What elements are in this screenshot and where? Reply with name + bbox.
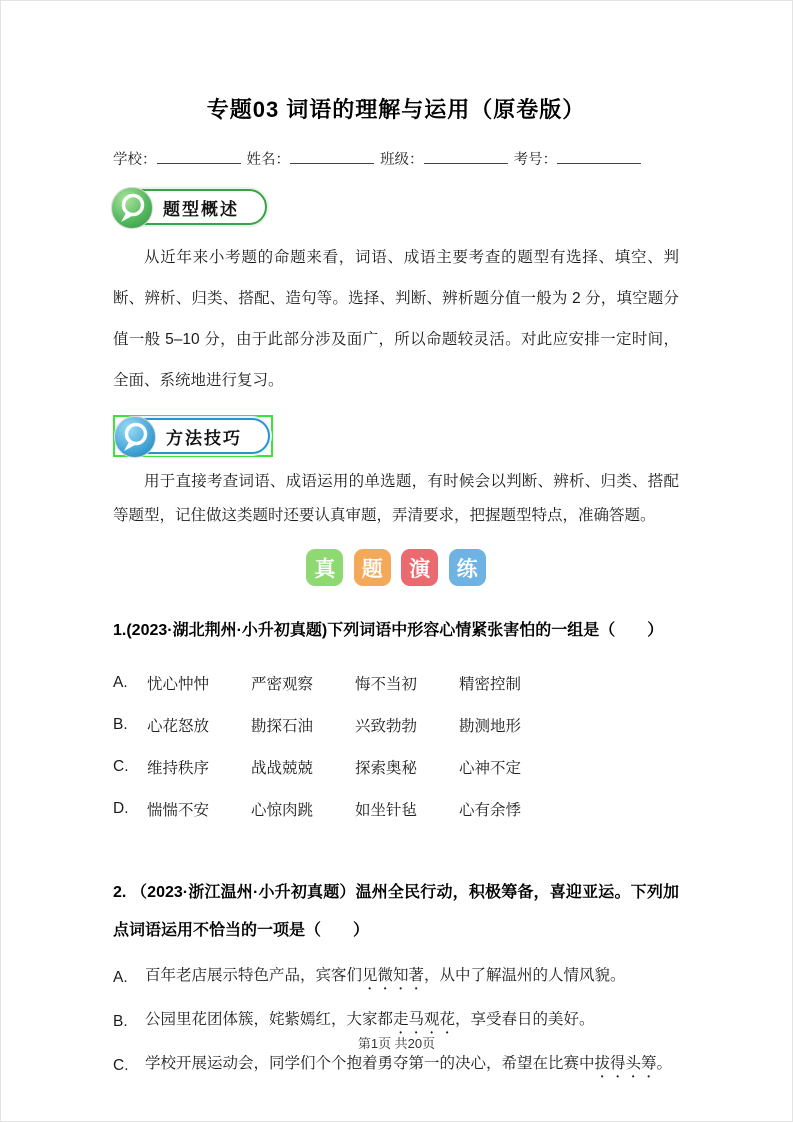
option-word: 严密观察 xyxy=(251,676,314,693)
name-blank-line xyxy=(290,150,374,164)
overview-badge-label: 题型概述 xyxy=(163,199,239,219)
option-row-b xyxy=(113,704,679,746)
option-word: 探索奥秘 xyxy=(355,760,418,777)
option-line-a xyxy=(113,956,679,1000)
option-letter: B. xyxy=(113,716,128,733)
option-letter: B. xyxy=(113,1013,128,1030)
question-2-number: 2. xyxy=(113,884,127,901)
question-1-number: 1. xyxy=(113,622,127,639)
page-title: 专题03 词语的理解与运用（原卷版） xyxy=(206,97,586,122)
emphasized-idiom: 拔得头筹 xyxy=(594,1055,657,1072)
option-word: 战战兢兢 xyxy=(251,760,314,777)
option-text: 公园里花团体簇，姹紫嫣红，大家都走马观花，享受春日的美好。 xyxy=(145,1011,595,1028)
emphasized-idiom: 走马观花 xyxy=(393,1011,456,1028)
overview-badge xyxy=(113,189,267,225)
exam-number-blank-line xyxy=(557,150,641,164)
method-badge-label: 方法技巧 xyxy=(166,428,242,448)
magnifier-bubble-icon xyxy=(114,416,156,458)
overview-paragraph: 从近年来小考题的命题来看，词语、成语主要考查的题型有选择、填空、判断、辨析、归类、搭配、造句等。选择、判断、辨析题分值一般为 2 分，填空题分值一般 5–10 分，由于此部分涉及面广，所以命题较灵活。对此应安排一定时间，全面、系统地进行复习。 xyxy=(113,249,679,389)
class-label: 班级： xyxy=(380,152,424,168)
question-1-stem: 1.(2023·湖北荆州·小升初真题)下列词语中形容心情紧张害怕的一组是（ ） xyxy=(113,622,664,639)
practice-char-zhen: 真 xyxy=(306,549,343,586)
option-letter: A. xyxy=(113,674,128,691)
student-info-line xyxy=(113,148,679,169)
option-word: 如坐针毡 xyxy=(355,802,418,819)
method-badge-wrap xyxy=(113,415,273,457)
school-blank-line xyxy=(157,150,241,164)
option-word: 维持秩序 xyxy=(147,760,210,777)
option-word: 心有余悸 xyxy=(459,802,522,819)
school-label: 学校： xyxy=(113,152,157,168)
option-letter: C. xyxy=(113,758,129,775)
question-2-options xyxy=(113,956,679,1088)
option-word: 兴致勃勃 xyxy=(355,718,418,735)
practice-banner xyxy=(113,549,679,586)
overview-badge-wrap xyxy=(113,189,267,225)
option-word: 心惊肉跳 xyxy=(251,802,314,819)
method-badge xyxy=(116,418,270,454)
option-row-c xyxy=(113,746,679,788)
option-word: 惴惴不安 xyxy=(147,802,210,819)
question-2-stem: 2. （2023·浙江温州·小升初真题）温州全民行动，积极筹备，喜迎亚运。下列加点词语运用不恰当的一项是（ ） xyxy=(113,884,679,939)
option-word: 勘测地形 xyxy=(459,718,522,735)
option-word: 勘探石油 xyxy=(251,718,314,735)
method-paragraph: 用于直接考查词语、成语运用的单选题，有时候会以判断、辨析、归类、搭配等题型，记住做这类题时还要认真审题，弄清要求，把握题型特点，准确答题。 xyxy=(113,473,679,524)
option-letter: C. xyxy=(113,1057,129,1074)
name-label: 姓名： xyxy=(246,152,291,168)
option-text: 百年老店展示特色产品，宾客们见微知著，从中了解温州的人情风貌。 xyxy=(145,967,626,984)
option-word: 心花怒放 xyxy=(147,718,210,735)
emphasized-idiom: 见微知著 xyxy=(362,967,425,984)
option-row-d xyxy=(113,788,679,830)
practice-char-ti: 题 xyxy=(354,549,391,586)
class-blank-line xyxy=(424,150,508,164)
option-word: 忧心忡忡 xyxy=(147,676,210,693)
page-footer: 第1页 共20页 xyxy=(357,1036,436,1051)
option-text: 学校开展运动会，同学们个个抱着勇夺第一的决心，希望在比赛中拔得头筹。 xyxy=(145,1055,673,1072)
option-letter: D. xyxy=(113,800,129,817)
option-letter: A. xyxy=(113,969,128,986)
option-row-a xyxy=(113,662,679,704)
option-word: 精密控制 xyxy=(459,676,522,693)
option-word: 悔不当初 xyxy=(355,676,418,693)
practice-char-yan: 演 xyxy=(401,549,438,586)
question-1-options xyxy=(113,662,679,830)
practice-char-lian: 练 xyxy=(449,549,486,586)
magnifier-bubble-icon xyxy=(111,187,153,229)
exam-number-label: 考号： xyxy=(513,152,558,168)
option-word: 心神不定 xyxy=(459,760,522,777)
